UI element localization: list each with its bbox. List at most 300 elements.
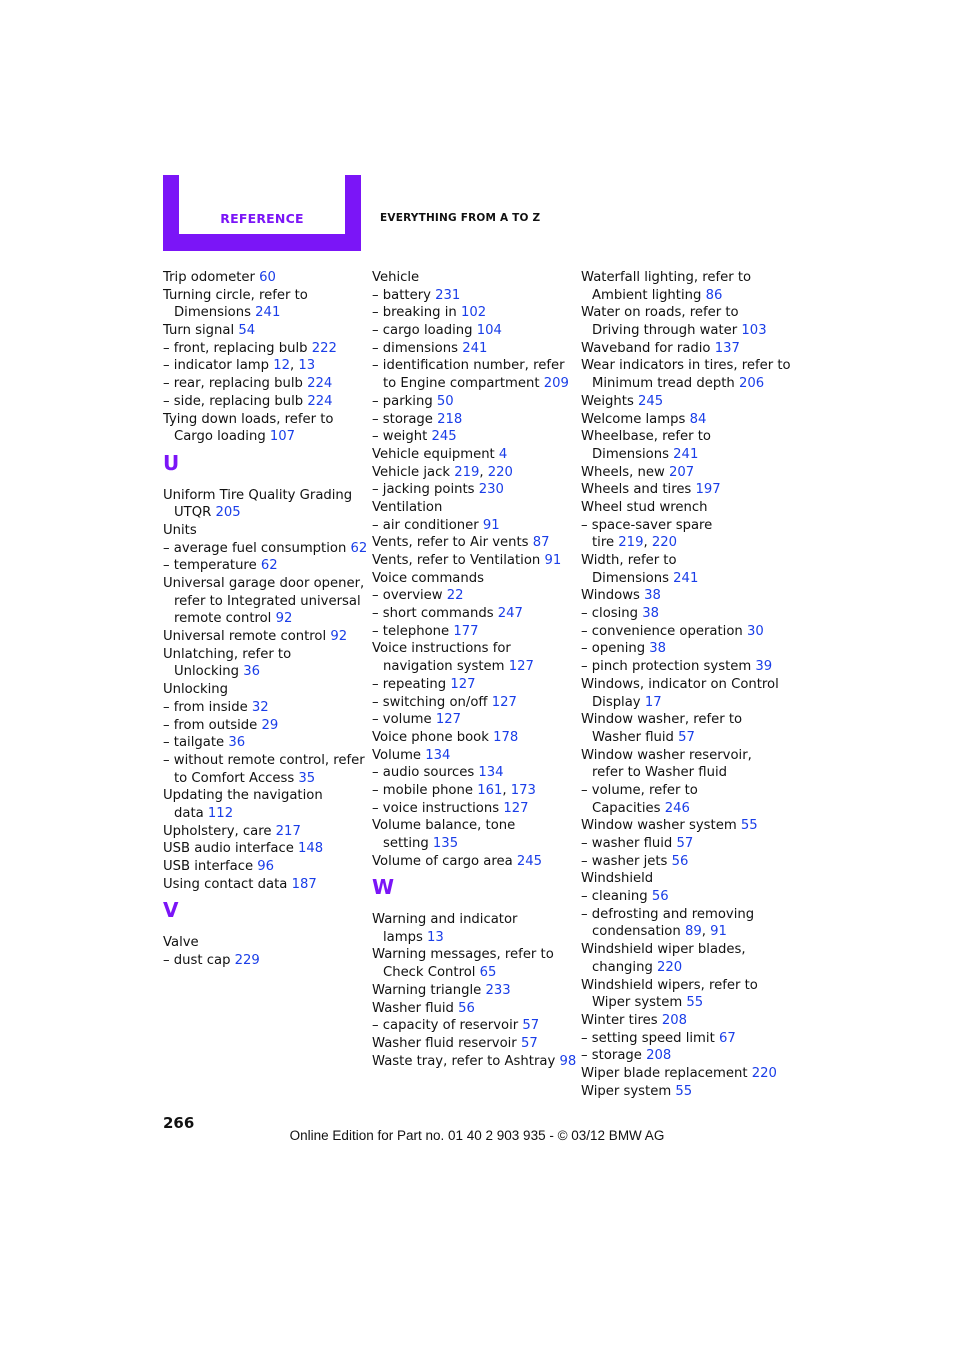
page-reference-link[interactable]: 107 bbox=[269, 429, 296, 445]
page-reference-link[interactable]: 38 bbox=[642, 606, 660, 622]
index-entry bbox=[581, 711, 781, 729]
index-entry bbox=[372, 357, 572, 375]
page-reference-link[interactable]: 92 bbox=[330, 629, 348, 645]
index-term: Valve bbox=[163, 935, 199, 951]
index-entry bbox=[372, 764, 572, 782]
index-entry bbox=[372, 605, 572, 623]
index-entry bbox=[163, 522, 363, 540]
index-term: lamps bbox=[383, 929, 423, 945]
index-entry bbox=[581, 340, 781, 358]
page-reference-link[interactable]: 62 bbox=[350, 540, 368, 556]
index-term: – air conditioner bbox=[372, 517, 479, 533]
index-entry bbox=[372, 711, 572, 729]
chapter-tab-inner bbox=[179, 175, 345, 234]
page-reference-link[interactable]: 30 bbox=[746, 623, 764, 639]
index-entry bbox=[372, 322, 572, 340]
index-term: Unlocking bbox=[174, 664, 240, 680]
index-term: – weight bbox=[372, 429, 428, 445]
index-term: Warning triangle bbox=[372, 982, 482, 998]
page-reference-link[interactable]: 54 bbox=[238, 323, 256, 339]
index-entry bbox=[372, 552, 572, 570]
index-term: Wiper blade replacement bbox=[581, 1065, 748, 1081]
index-entry bbox=[163, 540, 368, 558]
index-term: setting bbox=[383, 836, 429, 851]
page-reference-link[interactable]: 205 bbox=[215, 505, 241, 521]
index-entry bbox=[372, 640, 572, 658]
index-entry bbox=[372, 817, 572, 835]
index-term: Wheel stud wrench bbox=[581, 499, 708, 515]
page-reference-link[interactable]: 60 bbox=[259, 270, 276, 285]
page-reference-link[interactable]: 127 bbox=[435, 712, 462, 728]
page-reference-link[interactable]: 220 bbox=[657, 959, 683, 975]
index-term: – audio sources bbox=[372, 765, 475, 781]
index-letter-heading: V bbox=[163, 898, 179, 923]
index-entry bbox=[581, 888, 781, 906]
page-reference-link[interactable]: 230 bbox=[478, 482, 504, 498]
index-term: to Engine compartment bbox=[383, 376, 540, 392]
index-term: Updating the navigation bbox=[163, 788, 323, 804]
index-term: – washer jets bbox=[581, 853, 668, 869]
index-entry bbox=[372, 853, 572, 871]
index-entry bbox=[372, 982, 572, 1000]
index-term: – overview bbox=[372, 588, 443, 604]
page-reference-link[interactable]: 247 bbox=[497, 606, 523, 622]
page-reference-link[interactable]: 173 bbox=[510, 782, 536, 798]
index-term: Welcome lamps bbox=[581, 411, 686, 427]
index-entry bbox=[372, 587, 572, 605]
index-entry bbox=[372, 411, 572, 429]
index-entry bbox=[581, 375, 781, 393]
page-reference-link[interactable]: 245 bbox=[638, 393, 664, 409]
index-entry bbox=[581, 517, 781, 535]
page-reference-link[interactable]: 134 bbox=[425, 747, 451, 763]
page-reference-link[interactable]: 127 bbox=[491, 694, 517, 710]
index-entry bbox=[581, 393, 781, 411]
index-term: Wiper system bbox=[581, 1083, 672, 1099]
page-reference-link[interactable]: 207 bbox=[669, 464, 695, 480]
index-entry bbox=[581, 1083, 781, 1101]
index-entry bbox=[372, 623, 572, 641]
page-reference-link[interactable]: 12 bbox=[273, 358, 290, 374]
index-entry bbox=[372, 676, 572, 694]
index-term: Waveband for radio bbox=[581, 340, 711, 356]
page-reference-link[interactable]: 22 bbox=[446, 588, 464, 604]
index-term: Windows, indicator on Control bbox=[581, 676, 779, 692]
page-reference-link[interactable]: 102 bbox=[460, 305, 487, 321]
index-entry bbox=[581, 800, 781, 818]
page-reference-link[interactable]: 137 bbox=[714, 340, 740, 356]
footer-edition-note: Online Edition for Part no. 01 40 2 903 935 - © 03/12 BMW AG bbox=[289, 1128, 665, 1143]
index-entry bbox=[372, 481, 572, 499]
index-entry bbox=[372, 534, 572, 552]
index-entry bbox=[163, 752, 363, 770]
page-reference-link[interactable]: 135 bbox=[432, 836, 459, 851]
page-reference-link[interactable]: 32 bbox=[251, 699, 269, 715]
index-term: Windshield wiper blades, bbox=[581, 942, 746, 958]
index-entry bbox=[372, 375, 572, 393]
page-reference-link[interactable]: 67 bbox=[718, 1030, 736, 1046]
page-reference-link[interactable]: 231 bbox=[435, 287, 461, 303]
index-entry bbox=[163, 952, 363, 970]
index-entry bbox=[372, 304, 572, 322]
index-term: data bbox=[174, 805, 204, 821]
page-reference-link[interactable]: 197 bbox=[695, 482, 721, 498]
index-letter-heading: W bbox=[372, 875, 395, 900]
index-term: Windshield bbox=[581, 871, 654, 887]
index-entry bbox=[372, 946, 572, 964]
page-reference-link[interactable]: 86 bbox=[705, 287, 723, 303]
page-reference-link[interactable]: 104 bbox=[476, 323, 502, 339]
index-entry bbox=[372, 393, 572, 411]
index-entry bbox=[372, 1017, 572, 1035]
index-term: Vents, refer to Air vents bbox=[372, 535, 529, 551]
index-entry bbox=[163, 269, 363, 287]
page-reference-link[interactable]: 219 bbox=[618, 535, 644, 551]
index-term: Vehicle equipment bbox=[372, 446, 495, 462]
page-reference-link[interactable]: 222 bbox=[311, 340, 337, 356]
page-reference-link[interactable]: 17 bbox=[644, 694, 662, 710]
chapter-tab-label[interactable]: REFERENCE bbox=[220, 211, 304, 226]
page-reference-link[interactable]: 65 bbox=[479, 965, 497, 981]
page-reference-link[interactable]: 245 bbox=[516, 853, 543, 869]
index-entry bbox=[163, 287, 363, 305]
index-entry bbox=[372, 517, 572, 535]
page-reference-link[interactable]: 103 bbox=[741, 323, 767, 339]
page-reference-link[interactable]: 220 bbox=[487, 464, 513, 480]
page-reference-link[interactable]: 246 bbox=[664, 800, 690, 816]
index-term: Wheels, new bbox=[581, 464, 665, 480]
index-entry bbox=[581, 906, 781, 924]
index-term: refer to Integrated universal bbox=[174, 593, 361, 609]
page-reference-link[interactable]: 112 bbox=[207, 805, 234, 821]
index-term: – cleaning bbox=[581, 889, 648, 905]
index-letter-heading: U bbox=[163, 450, 180, 475]
index-column-3 bbox=[581, 269, 791, 1100]
index-term: Washer fluid bbox=[372, 1000, 454, 1016]
index-term: Washer fluid reservoir bbox=[372, 1035, 517, 1051]
index-entry bbox=[163, 504, 363, 522]
index-entry: tire 219, 220 bbox=[592, 535, 678, 551]
index-term: Tying down loads, refer to bbox=[163, 411, 334, 427]
page-reference-link[interactable]: 92 bbox=[275, 611, 293, 627]
page-reference-link[interactable]: 241 bbox=[673, 570, 699, 586]
index-term: Universal garage door opener, bbox=[163, 576, 365, 591]
page-reference-link[interactable]: 13 bbox=[427, 929, 444, 945]
index-entry: Vehicle jack 219, 220 bbox=[372, 464, 513, 480]
index-entry bbox=[372, 1053, 577, 1071]
index-term: – temperature bbox=[163, 558, 257, 574]
index-term: Warning messages, refer to bbox=[372, 947, 554, 963]
page-reference-link[interactable]: 206 bbox=[738, 376, 765, 392]
index-term: – side, replacing bulb bbox=[163, 393, 304, 409]
index-term: Window washer system bbox=[581, 818, 737, 834]
page-reference-link[interactable]: 62 bbox=[260, 558, 278, 574]
index-term: – identification number, refer bbox=[372, 358, 565, 374]
index-term: Window washer, refer to bbox=[581, 712, 743, 728]
page-reference-link[interactable]: 55 bbox=[675, 1083, 693, 1099]
index-term: Driving through water bbox=[592, 323, 738, 339]
page-reference-link[interactable]: 87 bbox=[532, 535, 550, 551]
index-term: – storage bbox=[581, 1048, 642, 1064]
index-entry bbox=[372, 800, 572, 818]
page-reference-link[interactable]: 55 bbox=[740, 818, 758, 834]
index-entry bbox=[581, 658, 781, 676]
index-term: Windows bbox=[581, 588, 640, 604]
index-term: refer to Washer fluid bbox=[592, 765, 727, 781]
page-reference-link[interactable]: 208 bbox=[646, 1048, 672, 1064]
index-term: – voice instructions bbox=[372, 800, 500, 816]
index-entry bbox=[372, 911, 572, 929]
page-reference-link[interactable]: 127 bbox=[508, 659, 534, 675]
index-entry bbox=[581, 304, 781, 322]
index-term: – battery bbox=[372, 287, 431, 303]
index-entry bbox=[372, 658, 572, 676]
page-reference-link[interactable]: 57 bbox=[678, 729, 695, 745]
index-entry bbox=[581, 1012, 781, 1030]
index-column-1 bbox=[163, 269, 368, 969]
index-term: – indicator lamp bbox=[163, 358, 269, 374]
page-reference-link[interactable]: 127 bbox=[503, 800, 529, 816]
index-entry bbox=[372, 729, 572, 747]
index-term: – from outside bbox=[163, 717, 258, 733]
index-entry bbox=[581, 464, 781, 482]
page-reference-link[interactable]: 29 bbox=[261, 717, 279, 733]
index-entry bbox=[163, 411, 363, 429]
index-entry bbox=[581, 481, 781, 499]
index-entry bbox=[163, 663, 363, 681]
index-entry bbox=[372, 340, 572, 358]
page-reference-link[interactable]: 50 bbox=[436, 393, 454, 409]
index-entry bbox=[581, 977, 781, 995]
index-entry bbox=[163, 304, 363, 322]
index-entry bbox=[163, 646, 363, 664]
page-reference-link[interactable]: 35 bbox=[298, 770, 316, 786]
index-term: – volume, refer to bbox=[581, 782, 698, 798]
page-reference-link[interactable]: 56 bbox=[671, 853, 689, 869]
index-term: Minimum tread depth bbox=[592, 376, 735, 392]
index-term: Voice instructions for bbox=[372, 641, 511, 657]
page-reference-link[interactable]: 57 bbox=[522, 1018, 540, 1034]
index-entry bbox=[581, 870, 781, 888]
page-reference-link[interactable]: 127 bbox=[450, 676, 476, 692]
index-entry bbox=[163, 840, 363, 858]
index-term: Capacities bbox=[592, 800, 661, 816]
page-reference-link[interactable]: 56 bbox=[651, 889, 669, 905]
index-term: navigation system bbox=[383, 659, 505, 675]
page-reference-link[interactable]: 161 bbox=[477, 782, 503, 798]
index-entry bbox=[163, 805, 363, 823]
page-reference-link[interactable]: 4 bbox=[498, 446, 508, 462]
index-entry bbox=[372, 428, 572, 446]
index-entry bbox=[372, 964, 572, 982]
index-term: Upholstery, care bbox=[163, 823, 272, 839]
index-entry bbox=[581, 499, 781, 517]
page-reference-link[interactable]: 224 bbox=[307, 393, 333, 409]
index-term: Turning circle, refer to bbox=[163, 287, 308, 303]
index-entry bbox=[581, 287, 781, 305]
page-reference-link[interactable]: 220 bbox=[751, 1065, 777, 1081]
page-reference-link[interactable]: 38 bbox=[649, 641, 667, 657]
index-entry bbox=[163, 557, 363, 575]
index-term: Unlocking bbox=[163, 682, 229, 698]
page-reference-link[interactable]: 241 bbox=[255, 305, 281, 321]
index-term: Washer fluid bbox=[592, 729, 674, 745]
page-reference-link[interactable]: 38 bbox=[644, 588, 661, 604]
index-entry bbox=[581, 853, 781, 871]
index-term: Turn signal bbox=[163, 323, 235, 339]
page-reference-link[interactable]: 178 bbox=[493, 729, 519, 745]
index-entry bbox=[372, 835, 572, 853]
index-term: Waterfall lighting, refer to bbox=[581, 270, 752, 285]
index-term: – volume bbox=[372, 712, 432, 728]
page-reference-link[interactable]: 13 bbox=[298, 358, 316, 374]
index-term: – front, replacing bulb bbox=[163, 340, 308, 356]
index-entry bbox=[163, 628, 363, 646]
index-term: – telephone bbox=[372, 623, 450, 639]
page-reference-link[interactable]: 39 bbox=[755, 659, 773, 675]
page-reference-link[interactable]: 91 bbox=[544, 553, 562, 568]
index-entry bbox=[372, 929, 572, 947]
page-reference-link[interactable]: 96 bbox=[257, 859, 275, 874]
index-entry bbox=[372, 287, 572, 305]
index-term: UTQR bbox=[174, 505, 212, 521]
page-reference-link[interactable]: 241 bbox=[462, 340, 488, 356]
index-term: remote control bbox=[174, 611, 272, 627]
index-entry bbox=[581, 959, 781, 977]
index-entry bbox=[372, 747, 572, 765]
index-term: Vehicle jack bbox=[372, 464, 450, 480]
page-reference-link[interactable]: 98 bbox=[559, 1053, 577, 1069]
index-term: – repeating bbox=[372, 676, 447, 692]
page-reference-link[interactable]: 229 bbox=[234, 952, 260, 968]
page-reference-link[interactable]: 91 bbox=[710, 924, 727, 940]
page-reference-link[interactable]: 36 bbox=[243, 664, 261, 680]
index-entry bbox=[163, 717, 363, 735]
index-term: – closing bbox=[581, 606, 639, 622]
index-entry bbox=[581, 428, 781, 446]
page-reference-link[interactable]: 224 bbox=[307, 376, 333, 392]
page-reference-link[interactable]: 217 bbox=[275, 823, 301, 839]
page-reference-link[interactable]: 57 bbox=[676, 836, 694, 851]
page-reference-link[interactable]: 84 bbox=[689, 411, 707, 427]
index-entry: condensation 89, 91 bbox=[592, 924, 727, 940]
page-reference-link[interactable]: 134 bbox=[478, 765, 504, 781]
page-reference-link[interactable]: 245 bbox=[431, 429, 457, 445]
index-entry bbox=[581, 747, 781, 765]
index-entry bbox=[581, 676, 781, 694]
index-entry bbox=[372, 499, 572, 517]
page-reference-link[interactable]: 218 bbox=[437, 411, 463, 427]
index-term: – dust cap bbox=[163, 952, 231, 968]
index-term: Dimensions bbox=[592, 570, 669, 586]
index-entry bbox=[163, 575, 363, 593]
index-entry bbox=[581, 764, 781, 782]
index-entry bbox=[163, 734, 363, 752]
index-column-2 bbox=[372, 269, 577, 1070]
page-reference-link[interactable]: 219 bbox=[454, 464, 480, 480]
index-term: Ventilation bbox=[372, 499, 443, 515]
index-term: – rear, replacing bulb bbox=[163, 376, 303, 392]
index-entry bbox=[163, 699, 363, 717]
index-entry bbox=[581, 570, 781, 588]
index-entry bbox=[581, 994, 781, 1012]
page-reference-link[interactable]: 233 bbox=[485, 982, 511, 998]
page-reference-link[interactable]: 220 bbox=[651, 535, 678, 551]
page-number: 266 bbox=[163, 1114, 195, 1132]
page-reference-link[interactable]: 89 bbox=[684, 924, 702, 940]
index-entry bbox=[581, 357, 791, 375]
page-reference-link[interactable]: 57 bbox=[520, 1035, 538, 1051]
index-term: USB audio interface bbox=[163, 841, 294, 857]
index-term: Ambient lighting bbox=[592, 287, 702, 303]
index-entry bbox=[581, 1030, 781, 1048]
index-term: – without remote control, refer bbox=[163, 752, 365, 768]
index-entry bbox=[372, 1000, 572, 1018]
page-reference-link[interactable]: 148 bbox=[298, 841, 324, 857]
page-reference-link[interactable]: 241 bbox=[673, 446, 699, 462]
index-entry bbox=[163, 858, 363, 876]
index-term: condensation bbox=[592, 924, 681, 940]
index-entry: – indicator lamp 12, 13 bbox=[163, 358, 316, 374]
index-entry bbox=[163, 681, 363, 699]
page-reference-link[interactable]: 36 bbox=[228, 735, 246, 751]
index-entry bbox=[581, 269, 781, 287]
index-term: Universal remote control bbox=[163, 629, 327, 645]
index-term: – breaking in bbox=[372, 305, 457, 321]
page-reference-link[interactable]: 209 bbox=[543, 376, 569, 392]
page-reference-link[interactable]: 56 bbox=[458, 1000, 475, 1016]
index-term: Window washer reservoir, bbox=[581, 747, 752, 763]
page-reference-link[interactable]: 55 bbox=[686, 995, 704, 1011]
index-entry bbox=[163, 787, 363, 805]
index-entry bbox=[581, 729, 781, 747]
index-entry bbox=[163, 375, 363, 393]
index-term: Volume balance, tone bbox=[372, 818, 516, 834]
section-title: EVERYTHING FROM A TO Z bbox=[380, 212, 541, 224]
index-term: Weights bbox=[581, 393, 634, 409]
index-term: Cargo loading bbox=[174, 429, 266, 445]
index-term: to Comfort Access bbox=[174, 770, 295, 786]
index-term: Warning and indicator bbox=[372, 912, 518, 928]
page-reference-link[interactable]: 91 bbox=[482, 517, 500, 533]
index-term: – short commands bbox=[372, 606, 494, 622]
index-term: changing bbox=[592, 959, 653, 975]
page-reference-link[interactable]: 208 bbox=[661, 1012, 687, 1028]
index-entry bbox=[581, 640, 781, 658]
index-term: – washer fluid bbox=[581, 836, 673, 851]
index-entry bbox=[581, 322, 781, 340]
index-entry bbox=[581, 782, 781, 800]
page-reference-link[interactable]: 187 bbox=[291, 876, 317, 892]
index-term: Display bbox=[592, 694, 641, 710]
page-reference-link[interactable]: 177 bbox=[453, 623, 479, 639]
index-term: – capacity of reservoir bbox=[372, 1018, 519, 1034]
index-term: – jacking points bbox=[372, 482, 475, 498]
index-entry bbox=[581, 605, 781, 623]
index-entry bbox=[581, 941, 781, 959]
index-entry bbox=[581, 835, 781, 853]
index-term: USB interface bbox=[163, 859, 254, 874]
index-term: Dimensions bbox=[592, 446, 669, 462]
index-term: – opening bbox=[581, 641, 646, 657]
index-term: tire bbox=[592, 535, 615, 551]
index-term: Trip odometer bbox=[163, 270, 255, 285]
index-term: Check Control bbox=[383, 965, 476, 981]
index-term: Water on roads, refer to bbox=[581, 305, 739, 321]
index-term: – storage bbox=[372, 411, 433, 427]
index-term: Winter tires bbox=[581, 1012, 658, 1028]
index-term: Dimensions bbox=[174, 305, 251, 321]
